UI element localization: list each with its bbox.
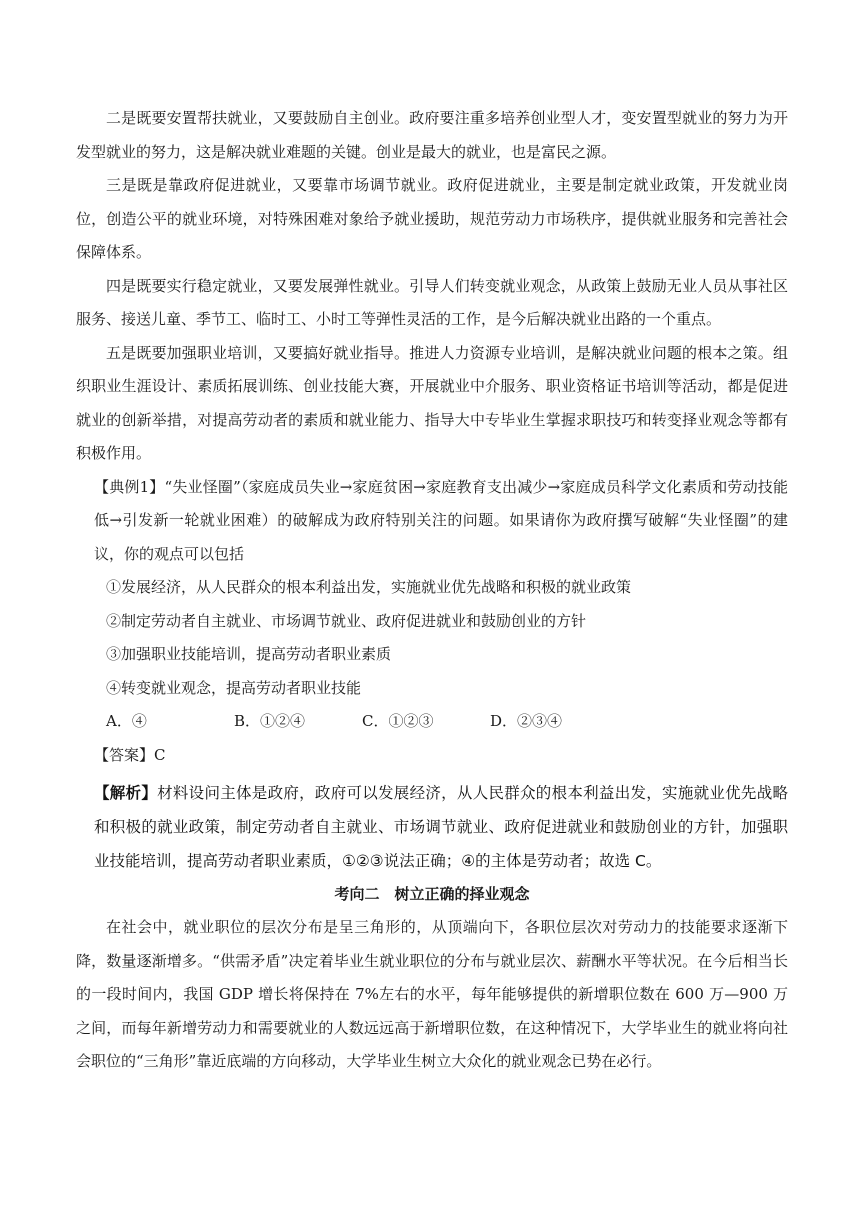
option-c: C．①②③ bbox=[362, 712, 434, 730]
analysis-text: 材料设问主体是政府，政府可以发展经济，从人民群众的根本利益出发，实施就业优先战略和积极的就业政策，制定劳动者自主就业、市场调节就业、政府促进就业和鼓励创业的方针，加强职业技能培训，提高劳动者职业素质，①②③说法正确；④的主体是劳动者；故选 C。 bbox=[94, 784, 788, 870]
example-item-1: ①发展经济，从人民群众的根本利益出发，实施就业优先战略和积极的就业政策 bbox=[106, 578, 632, 596]
answer-line: 【答案】C bbox=[94, 745, 166, 764]
example-item-2: ②制定劳动者自主就业、市场调节就业、政府促进就业和鼓励创业的方针 bbox=[106, 611, 587, 630]
paragraph-employment-5: 五是既要加强职业培训，又要搞好就业指导。推进人力资源专业培训，是解决就业问题的根本之策。组织职业生涯设计、素质拓展训练、创业技能大赛，开展就业中介服务、职业资格证书培训等活动，都是促进就业的创新举措，对提高劳动者的素质和就业能力、指导大中专毕业生掌握求职技巧和转变择业观念等都有积极作用。 bbox=[76, 343, 788, 462]
example-stem: 【典例1】“失业怪圈”（家庭成员失业→家庭贫困→家庭教育支出减少→家庭成员科学文化素质和劳动技能低→引发新一轮就业困难）的破解成为政府特别关注的问题。如果请你为政府撰写破解“失业怪圈”的建议，你的观点可以包括 bbox=[94, 477, 788, 563]
option-a: A．④ bbox=[106, 712, 147, 730]
section-title: 考向二 树立正确的择业观念 bbox=[334, 885, 530, 903]
option-d: D．②③④ bbox=[490, 712, 563, 730]
paragraph-employment-2: 二是既要安置帮扶就业，又要鼓励自主创业。政府要注重多培养创业型人才，变安置型就业的努力为开发型就业的努力，这是解决就业难题的关键。创业是最大的就业，也是富民之源。 bbox=[76, 109, 788, 161]
document-body bbox=[76, 102, 788, 1079]
analysis-block bbox=[76, 776, 788, 878]
paragraph-employment-3: 三是既是靠政府促进就业，又要靠市场调节就业。政府促进就业，主要是制定就业政策，开发就业岗位，创造公平的就业环境，对特殊困难对象给予就业援助，规范劳动力市场秩序，提供就业服务和完善社会保障体系。 bbox=[76, 176, 788, 261]
example-item-3: ③加强职业技能培训，提高劳动者职业素质 bbox=[106, 645, 392, 663]
example-item-4: ④转变就业观念，提高劳动者职业技能 bbox=[106, 678, 362, 697]
analysis-tag: 【解析】 bbox=[94, 784, 158, 802]
paragraph-career-view: 在社会中，就业职位的层次分布是呈三角形的，从顶端向下，各职位层次对劳动力的技能要求逐渐下降，数量逐渐增多。“供需矛盾”决定着毕业生就业职位的分布与就业层次、薪酬水平等状况。在今后相当长的一段时间内，我国 GDP 增长将保持在 7%左右的水平，每年能够提供的新增职位数在 600 万—900 万之间，而每年新增劳动力和需要就业的人数远远高于新增职位数，在这种情况下，大学毕业生的就业将向社会职位的“三角形”靠近底端的方向移动，大学毕业生树立大众化的就业观念已势在必行。 bbox=[76, 918, 788, 1070]
paragraph-employment-4: 四是既要实行稳定就业，又要发展弹性就业。引导人们转变就业观念，从政策上鼓励无业人员从事社区服务、接送儿童、季节工、临时工、小时工等弹性灵活的工作，是今后解决就业出路的一个重点。 bbox=[76, 276, 788, 328]
answer-options bbox=[76, 705, 788, 739]
option-b: B．①②④ bbox=[234, 712, 306, 730]
